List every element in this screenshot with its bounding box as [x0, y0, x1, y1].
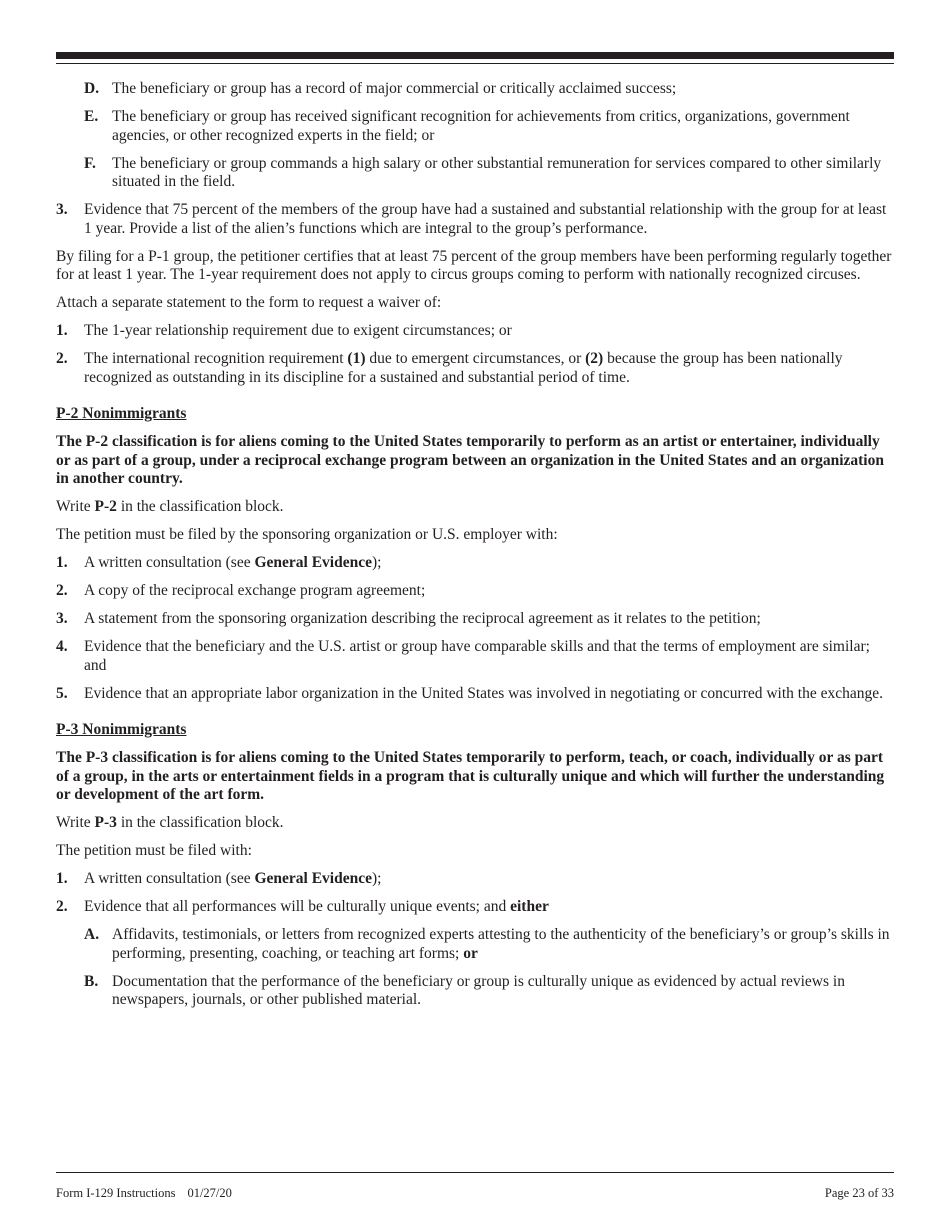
footer-form-date: 01/27/20	[187, 1186, 232, 1200]
p2-filed-with: The petition must be filed by the sponsoring organization or U.S. employer with:	[56, 526, 558, 543]
item-letter: B.	[84, 972, 99, 990]
item-number: 2.	[56, 582, 68, 599]
item-text: Affidavits, testimonials, or letters from recognized experts attesting to the authenticity of the beneficiary’s or group’s skills in performing, presenting, coaching, or teaching art forms; or	[112, 926, 890, 962]
p3-item-1	[56, 870, 894, 889]
waiver-item-2	[56, 350, 894, 387]
p3-filed-with: The petition must be filed with:	[56, 842, 252, 859]
criterion-f	[84, 155, 894, 192]
item-text: The 1-year relationship requirement due to exigent circumstances; or	[84, 322, 512, 339]
footer-rule	[56, 1172, 894, 1173]
item-text: The international recognition requirement (1) due to emergent circumstances, or (2) because the group has been nationally recognized as outstanding in its discipline for a sustained and substantial period of time.	[84, 350, 843, 386]
p3-item-2	[56, 898, 894, 917]
p3-write-instruction: Write P-3 in the classification block.	[56, 814, 284, 831]
item-text: The beneficiary or group has received significant recognition for achievements from critics, organizations, government agencies, or other recognized experts in the field; or	[112, 108, 850, 144]
item-text: Evidence that all performances will be culturally unique events; and either	[84, 898, 549, 915]
page-content	[56, 80, 894, 1019]
header-rule-thin	[56, 63, 894, 64]
item-text: A copy of the reciprocal exchange program agreement;	[84, 582, 426, 599]
item-text: A written consultation (see General Evidence);	[84, 870, 382, 887]
item-number: 1.	[56, 322, 68, 339]
item-text: The beneficiary or group commands a high salary or other substantial remuneration for services compared to other similarly situated in the field.	[112, 154, 882, 190]
footer-form-info	[56, 1186, 232, 1201]
criterion-d	[84, 80, 894, 99]
waiver-item-1	[56, 322, 894, 341]
item-text: Evidence that the beneficiary and the U.S. artist or group have comparable skills and that the terms of employment are similar; and	[84, 638, 870, 674]
p2-item-4	[56, 638, 894, 675]
item-number: 4.	[56, 638, 68, 655]
p3-sub-a	[84, 926, 894, 963]
item-text: Documentation that the performance of the beneficiary or group is culturally unique as evidenced by actual reviews in newspapers, journals, or other published material.	[112, 972, 845, 1008]
p2-item-1	[56, 554, 894, 573]
item-letter: D.	[84, 80, 100, 97]
item-number: 3.	[56, 201, 68, 218]
p2-item-5	[56, 685, 894, 704]
item-letter: A.	[84, 926, 100, 943]
page-footer	[56, 1186, 894, 1201]
p1-certify-paragraph: By filing for a P-1 group, the petitioner certifies that at least 75 percent of the group members have been performing regularly together for at least 1 year. The 1-year requirement does not apply to circus groups coming to perform with nationally recognized circuses.	[56, 247, 892, 283]
item-text: A written consultation (see General Evidence);	[84, 554, 382, 571]
item-text: Evidence that an appropriate labor organization in the United States was involved in negotiating or concurred with the exchange.	[84, 684, 883, 702]
p2-intro: The P-2 classification is for aliens coming to the United States temporarily to perform as an artist or entertainer, individually or as part of a group, under a reciprocal exchange program between an organization in the United States and an organization in another country.	[56, 433, 884, 487]
item-number: 1.	[56, 554, 68, 571]
p2-write-instruction: Write P-2 in the classification block.	[56, 498, 284, 515]
item-number: 3.	[56, 610, 68, 627]
item-text: A statement from the sponsoring organization describing the reciprocal agreement as it relates to the petition;	[84, 610, 761, 627]
waiver-intro: Attach a separate statement to the form to request a waiver of:	[56, 294, 442, 311]
criterion-e	[84, 108, 894, 145]
p2-heading: P-2 Nonimmigrants	[56, 405, 187, 422]
p3-heading: P-3 Nonimmigrants	[56, 721, 187, 738]
p3-sub-b	[84, 973, 894, 1010]
item-text: The beneficiary or group has a record of major commercial or critically acclaimed success;	[112, 80, 677, 97]
item-number: 1.	[56, 870, 68, 887]
item-letter: F.	[84, 154, 96, 172]
p2-item-3	[56, 610, 894, 629]
item-text: Evidence that 75 percent of the members of the group have had a sustained and substantial relationship with the group for at least 1 year. Provide a list of the alien’s functions which are integral to the group’s performance.	[84, 201, 887, 237]
header-rule-thick	[56, 52, 894, 59]
p1-item-3	[56, 201, 894, 238]
item-number: 2.	[56, 350, 68, 367]
item-letter: E.	[84, 108, 99, 125]
item-number: 2.	[56, 898, 68, 915]
p2-item-2	[56, 582, 894, 601]
footer-form-name: Form I-129 Instructions	[56, 1186, 176, 1200]
p3-intro: The P-3 classification is for aliens coming to the United States temporarily to perform, teach, or coach, individually or as part of a group, in the arts or entertainment fields in a program that is culturally unique and which will further the understanding or development of the art form.	[56, 749, 885, 803]
item-number: 5.	[56, 684, 68, 702]
footer-page-number: Page 23 of 33	[824, 1186, 894, 1200]
